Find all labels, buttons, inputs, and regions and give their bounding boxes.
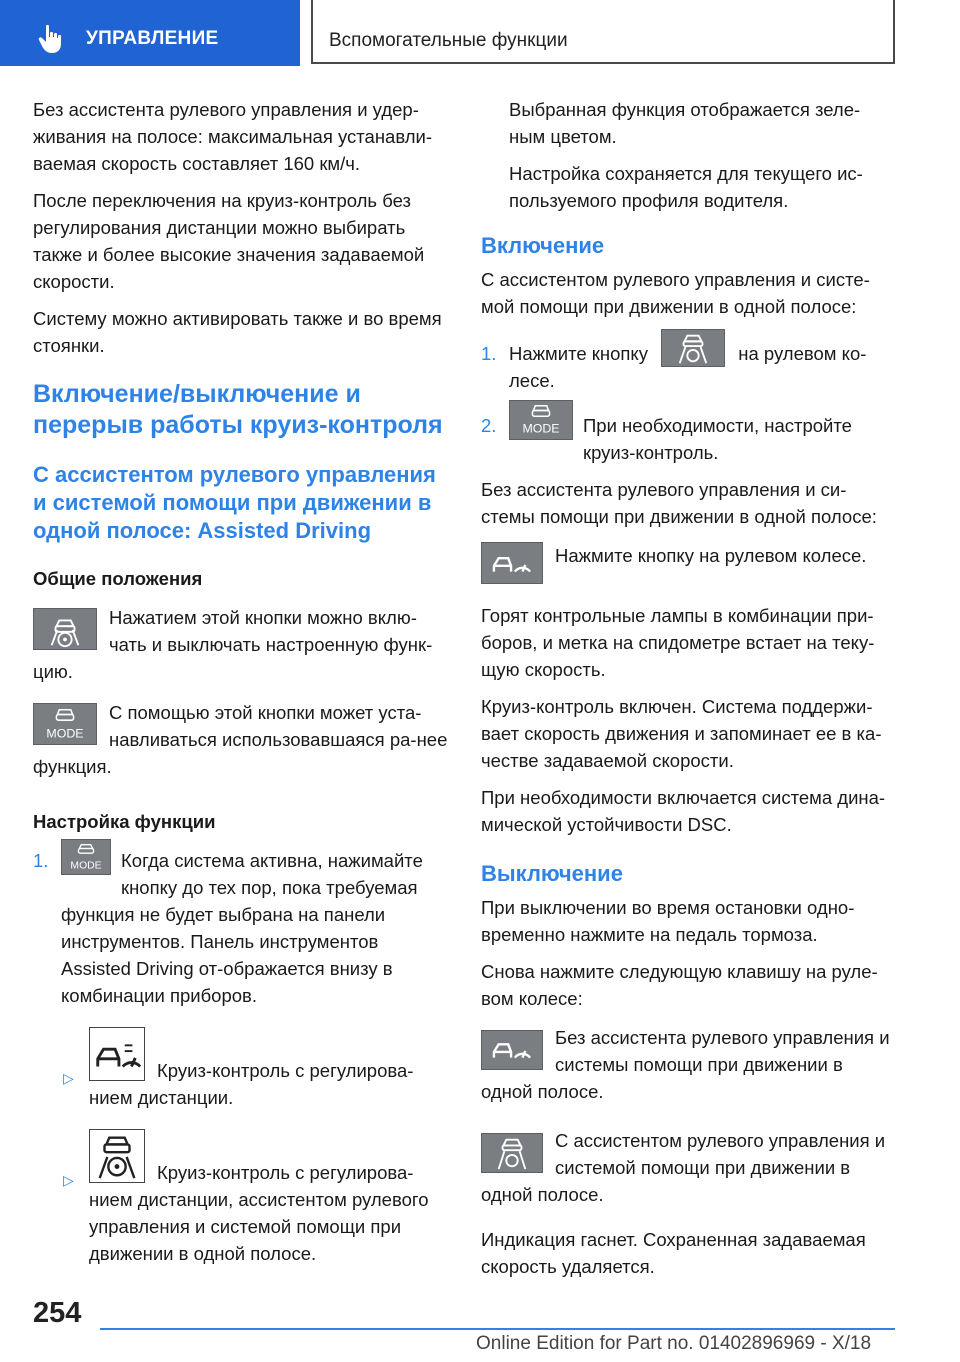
left-column [33,96,449,1281]
steering-assist-cruise-icon [89,1129,145,1183]
general-item-toggle [33,604,449,685]
hand-icon [38,24,64,54]
heading-assisted-driving: С ассистентом рулевого управления и системой помощи при движении в одной полосе: Assisted Driving [33,462,436,543]
heading-setting: Настройка функции [33,811,216,832]
heading-main: Включение/выключение и перерыв работы круиз-контроля [33,380,443,439]
heading-off: Выключение [481,861,623,887]
step-number: 1. [33,850,49,871]
svg-text:MODE: MODE [46,726,84,741]
subsection-box [311,0,895,64]
bullet-text: Круиз-контроль с регулирова‐нием дистанции. [89,1060,414,1108]
triangle-bullet-icon: ▷ [63,1172,74,1188]
subsection-title: Вспомогательные функции [329,30,568,51]
paragraph: С ассистентом рулевого управления и систе‐мой помощи при движении в одной полосе: [481,269,870,317]
mode-button-icon [61,839,111,875]
paragraph: Без ассистента рулевого управления и си‐стемы помощи при движении в одной полосе: [481,479,877,528]
paragraph: Горят контрольные лампы в комбинации при‐боров, и метка на спидометре встает на теку‐щую скорость. [481,605,875,681]
svg-text:MODE: MODE [70,860,102,872]
bullet-item [33,1129,449,1267]
step-text-a: Нажмите кнопку [509,343,648,364]
step-text-b: на рулевом ко‐лесе. [509,343,867,392]
triangle-bullet-icon: ▷ [63,1070,74,1086]
steering-assist-button-icon [481,1133,543,1173]
step-number: 1. [481,343,497,364]
paragraph: Индикация гаснет. Сохраненная задаваемая скорость удаляется. [481,1229,866,1278]
general-text-2: С помощью этой кнопки может уста‐навливаться использовавшаяся ра‐нее функция. [33,702,448,777]
paragraph: Круиз-контроль включен. Система поддержи‐вает скорость движения и запоминает ее в ка‐честве задаваемой скорости. [481,696,882,772]
bullet-item [33,1027,449,1111]
section-tab [0,0,300,66]
bullet-text: Круиз-контроль с регулирова‐нием дистанции, ассистентом рулевого управления и системой помощи при движении в одной полосе. [89,1162,429,1264]
heading-on: Включение [481,233,605,258]
off-text-b: С ассистентом рулевого управления и системой помощи при движении в одной полосе. [481,1130,886,1206]
step-number: 2. [481,415,497,437]
section-title: УПРАВЛЕНИЕ [86,28,219,49]
press-wheel-text: Нажмите кнопку на рулевом колесе. [555,545,867,567]
step-text: Когда система активна, нажимайте кнопку до тех пор, пока требуемая функция не будет выбрана на панели инструментов. Панель инструментов Assisted Driving от‐ображается внизу в комбинации приборов. [61,850,423,1006]
off-text-a: Без ассистента рулевого управления и системы помощи при движении в одной полосе. [481,1027,890,1103]
distance-cruise-button-icon [481,542,543,584]
general-text-1: Нажатием этой кнопки можно вклю‐чать и выключать настроенную функ‐цию. [33,607,433,682]
press-wheel-item [481,542,895,584]
step-text: При необходимости, настройте круиз-контроль. [583,415,852,464]
paragraph: При необходимости включается система дина‐мической устойчивости DSC. [481,787,886,836]
steering-assist-button-icon [33,608,97,650]
right-column [481,96,895,1290]
distance-cruise-button-icon [481,1030,543,1070]
paragraph: Снова нажмите следующую клавишу на руле‐вом колесе: [481,961,878,1010]
svg-text:MODE: MODE [522,421,560,436]
paragraph: Настройка сохраняется для текущего ис‐пользуемого профиля водителя. [509,163,863,211]
mode-button-icon [509,400,573,440]
footer-edition: Online Edition for Part no. 01402896969 - X/18 [476,1333,872,1354]
footer-divider [100,1328,895,1330]
paragraph: Без ассистента рулевого управления и удер‐живания на полосе: максимальная устанавли‐ваемая скорость составляет 160 км/ч. [33,99,433,174]
heading-general: Общие положения [33,568,203,589]
off-item-a [481,1024,895,1105]
steering-assist-button-icon [661,329,725,367]
general-item-mode [33,699,449,780]
page-number: 254 [33,1297,82,1329]
indented-block [481,96,895,214]
paragraph: После переключения на круиз-контроль без регулирования дистанции можно выбирать также и более высокие значения задаваемой скорости. [33,190,425,292]
on-step-1 [481,340,895,394]
paragraph: При выключении во время остановки одно‐временно нажмите на педаль тормоза. [481,897,855,946]
off-item-b [481,1127,895,1208]
on-step-2 [481,412,895,466]
paragraph: Выбранная функция отображается зеле‐ным цветом. [509,99,861,147]
mode-button-icon [33,703,97,745]
paragraph: Систему можно активировать также и во время стоянки. [33,308,442,356]
setting-step-1 [33,847,449,1009]
distance-cruise-icon [89,1027,145,1081]
